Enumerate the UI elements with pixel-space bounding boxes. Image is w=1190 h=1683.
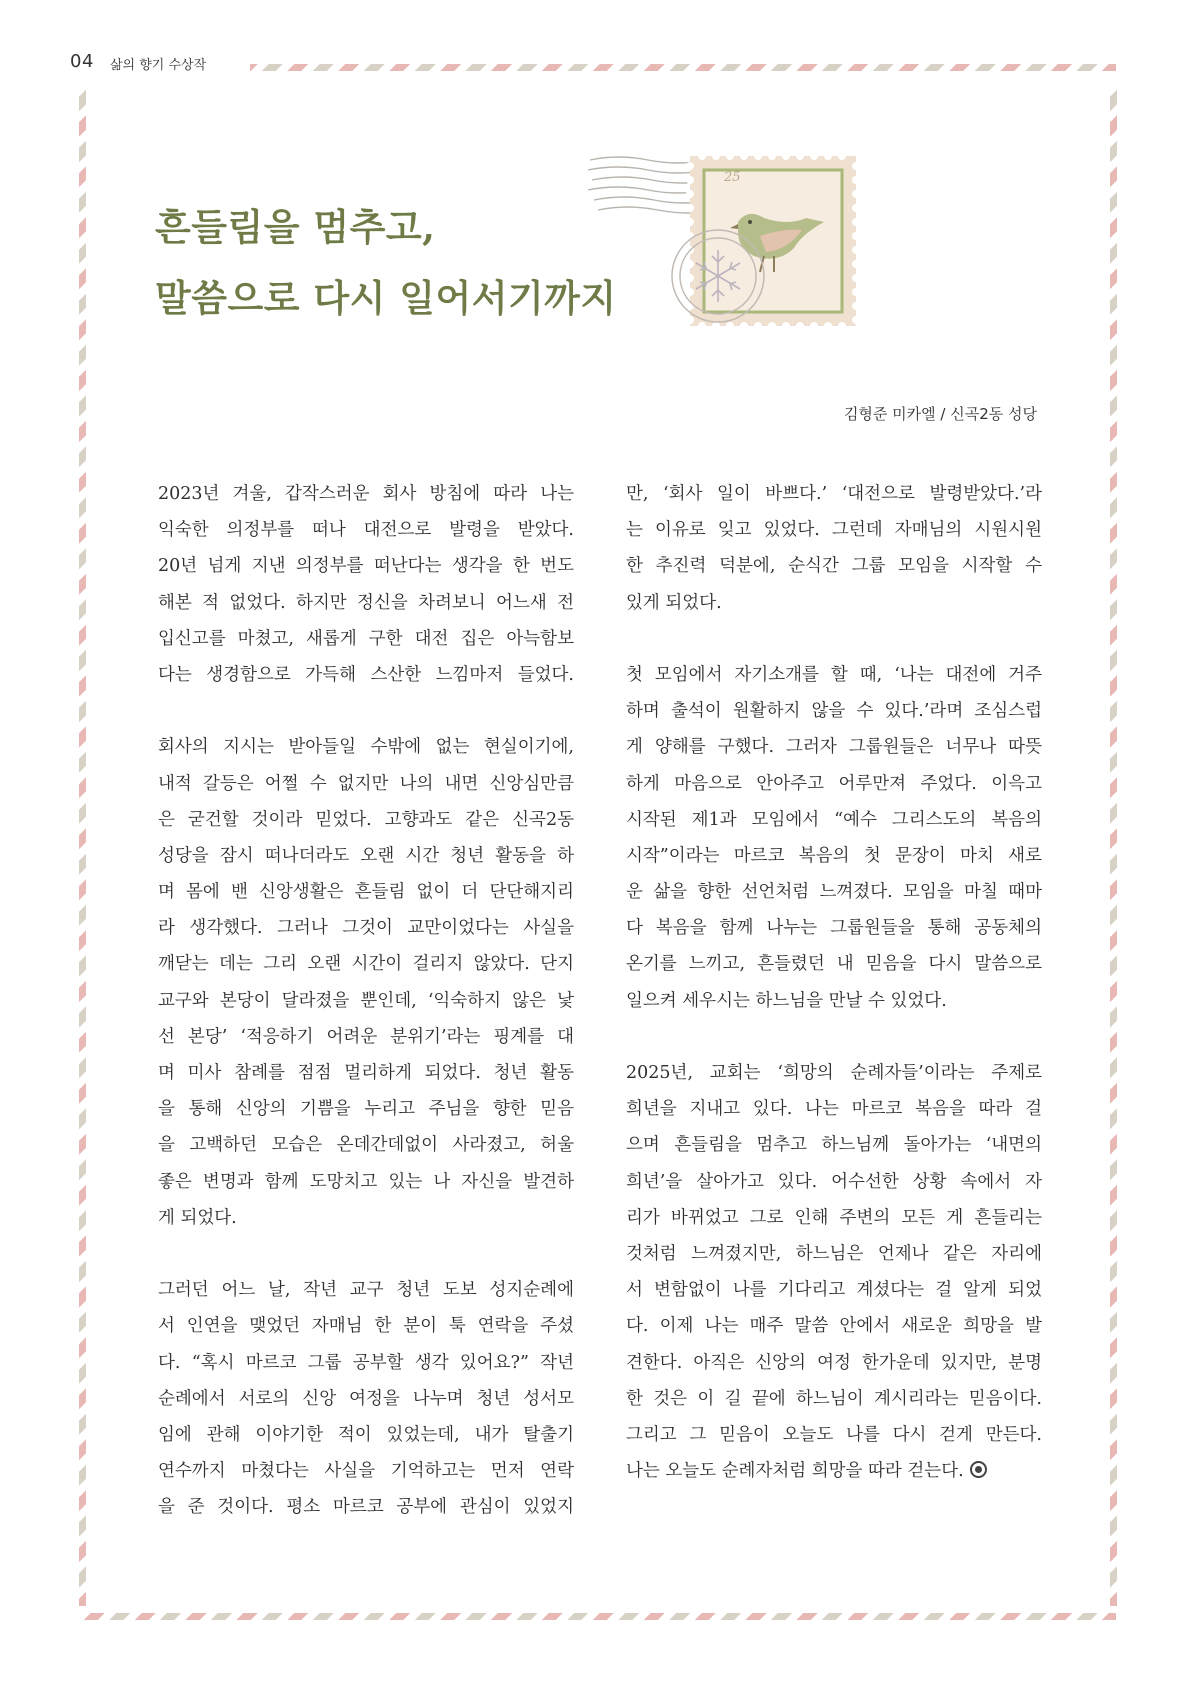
paragraph-4: [626, 476, 1042, 621]
text-line: 다 복음을 함께 나누는 그룹원들을 통해 공동체의: [626, 918, 1042, 939]
text-line: 깨닫는 데는 그리 오랜 시간이 걸리지 않았다. 단지: [158, 954, 574, 975]
text-line: 선 본당’ ‘적응하기 어려운 분위기’라는 핑계를 대: [158, 1026, 574, 1047]
text-line: 일으켜 세우시는 하느님을 만날 수 있었다.: [626, 990, 947, 1011]
title-line-1: 흔들림을 멈추고,: [155, 205, 436, 249]
body-column-left: [158, 476, 574, 1525]
text-line: 만, ‘회사 일이 바쁘다.’ ‘대전으로 발령받았다.’라: [626, 484, 1042, 504]
airmail-border-left: [79, 86, 86, 1606]
text-line: 다. “혹시 마르코 그룹 공부할 생각 있어요?” 작년: [158, 1352, 574, 1373]
text-line: 임에 관해 이야기한 적이 있었는데, 내가 탈출기: [158, 1424, 574, 1445]
title-line-2: 말씀으로 다시 일어서기까지: [155, 276, 617, 320]
text-line: 그러던 어느 날, 작년 교구 청년 도보 성지순례에: [158, 1280, 574, 1301]
text-line: 연수까지 마쳤다는 사실을 기억하고는 먼저 연락: [158, 1461, 574, 1482]
end-mark-icon: [970, 1461, 987, 1478]
page-number: 04: [70, 51, 94, 72]
text-line: 첫 모임에서 자기소개를 할 때, ‘나는 대전에 거주: [626, 664, 1042, 685]
author-byline: 김형준 미카엘 / 신곡2동 성당: [843, 405, 1037, 423]
text-line: 을 고백하던 모습은 온데간데없이 사라졌고, 허울: [158, 1135, 574, 1156]
text-line: 시작”이라는 마르코 복음의 첫 문장이 마치 새로: [626, 845, 1042, 866]
text-line: 하게 마음으로 안아주고 어루만져 주었다. 이윽고: [626, 773, 1042, 794]
text-line: 익숙한 의정부를 떠나 대전으로 발령을 받았다.: [158, 520, 574, 541]
section-name: 삶의 향기 수상작: [110, 58, 207, 73]
paragraph-5: [626, 657, 1042, 1019]
airmail-border-right: [1110, 86, 1117, 1606]
text-line: 한 추진력 덕분에, 순식간 그룹 모임을 시작할 수: [626, 556, 1042, 577]
text-line: 운 삶을 향한 선언처럼 느껴졌다. 모임을 마칠 때마: [626, 882, 1042, 903]
text-line-final: [626, 1453, 1042, 1489]
airmail-border-top: [250, 64, 1116, 71]
text-line: 는 이유로 잊고 있었다. 그런데 자매님의 시원시원: [626, 520, 1042, 541]
paragraph-6: [626, 1055, 1042, 1489]
text-line: 성당을 잠시 떠나더라도 오랜 시간 청년 활동을 하: [158, 845, 574, 866]
text-line: 리가 바뀌었고 그로 인해 주변의 모든 게 흔들리는: [626, 1207, 1042, 1228]
text-line: 내적 갈등은 어쩔 수 없지만 나의 내면 신앙심만큼: [158, 773, 574, 794]
text-line: 것처럼 느껴졌지만, 하느님은 언제나 같은 자리에: [626, 1243, 1042, 1264]
text-line: 교구와 본당이 달라졌을 뿐인데, ‘익숙하지 않은 낯: [158, 990, 574, 1011]
text-line: 다. 이제 나는 매주 말씀 안에서 새로운 희망을 발: [626, 1316, 1042, 1337]
text-line: 시작된 제1과 모임에서 “예수 그리스도의 복음의: [626, 809, 1042, 830]
airmail-border-bottom: [80, 1613, 1116, 1620]
text-line: 하며 출석이 원활하지 않을 수 있다.’라며 조심스럽: [626, 701, 1042, 722]
text-line: 2023년 겨울, 갑작스러운 회사 방침에 따라 나는: [158, 484, 574, 504]
stamp-body: [686, 152, 860, 330]
text-line: 으며 흔들림을 멈추고 하느님께 돌아가는 ‘내면의: [626, 1135, 1042, 1156]
text-line: 게 양해를 구했다. 그러자 그룹원들은 너무나 따뜻: [626, 737, 1042, 758]
text-line: 온기를 느끼고, 흔들렸던 내 믿음을 다시 말씀으로: [626, 954, 1042, 975]
text-line: 2025년, 교회는 ‘희망의 순례자들’이라는 주제로: [626, 1063, 1042, 1083]
text-line: 다는 생경함으로 가득해 스산한 느낌마저 들었다.: [158, 664, 574, 685]
article-title: [155, 192, 617, 334]
text-line: 한 것은 이 길 끝에 하느님이 계시리라는 믿음이다.: [626, 1388, 1042, 1409]
text-line: 을 준 것이다. 평소 마르코 공부에 관심이 있었지: [158, 1497, 574, 1518]
paragraph-2: [158, 729, 574, 1236]
text-line: 회사의 지시는 받아들일 수밖에 없는 현실이기에,: [158, 737, 574, 758]
paragraph-1: [158, 476, 574, 693]
text-line: 게 되었다.: [158, 1207, 237, 1228]
text-line: 견한다. 아직은 신앙의 여정 한가운데 있지만, 분명: [626, 1352, 1042, 1373]
text-line: 좋은 변명과 함께 도망치고 있는 나 자신을 발견하: [158, 1171, 574, 1192]
text-line: 며 몸에 밴 신앙생활은 흔들림 없이 더 단단해지리: [158, 882, 574, 903]
text-line: 20년 넘게 지낸 의정부를 떠난다는 생각을 한 번도: [158, 556, 574, 577]
text-line: 서 변함없이 나를 기다리고 계셨다는 걸 알게 되었: [626, 1280, 1042, 1301]
body-column-right: [626, 476, 1042, 1489]
bird-stamp-icon: [588, 150, 938, 350]
text-line: 서 인연을 맺었던 자매님 한 분이 툭 연락을 주셨: [158, 1316, 574, 1337]
text-line: 희년을 지내고 있다. 나는 마르코 복음을 따라 걸: [626, 1099, 1042, 1120]
text-line: 며 미사 참례를 점점 멀리하게 되었다. 청년 활동: [158, 1063, 574, 1083]
text-line: 입신고를 마쳤고, 새롭게 구한 대전 집은 아늑함보: [158, 628, 574, 649]
text-line: 희년’을 살아가고 있다. 어수선한 상황 속에서 자: [626, 1171, 1042, 1192]
final-sentence: 나는 오늘도 순례자처럼 희망을 따라 걷는다.: [626, 1461, 964, 1482]
text-line: 있게 되었다.: [626, 592, 722, 613]
text-line: 은 굳건할 것이라 믿었다. 고향과도 같은 신곡2동: [158, 809, 574, 830]
stamp-value: 25: [724, 170, 741, 185]
text-line: 그리고 그 믿음이 오늘도 나를 다시 걷게 만든다.: [626, 1424, 1042, 1445]
text-line: 순례에서 서로의 신앙 여정을 나누며 청년 성서모: [158, 1388, 574, 1409]
text-line: 을 통해 신앙의 기쁨을 누리고 주님을 향한 믿음: [158, 1099, 574, 1120]
text-line: 라 생각했다. 그러나 그것이 교만이었다는 사실을: [158, 918, 574, 939]
text-line: 해본 적 없었다. 하지만 정신을 차려보니 어느새 전: [158, 592, 574, 613]
paragraph-3: [158, 1272, 574, 1525]
